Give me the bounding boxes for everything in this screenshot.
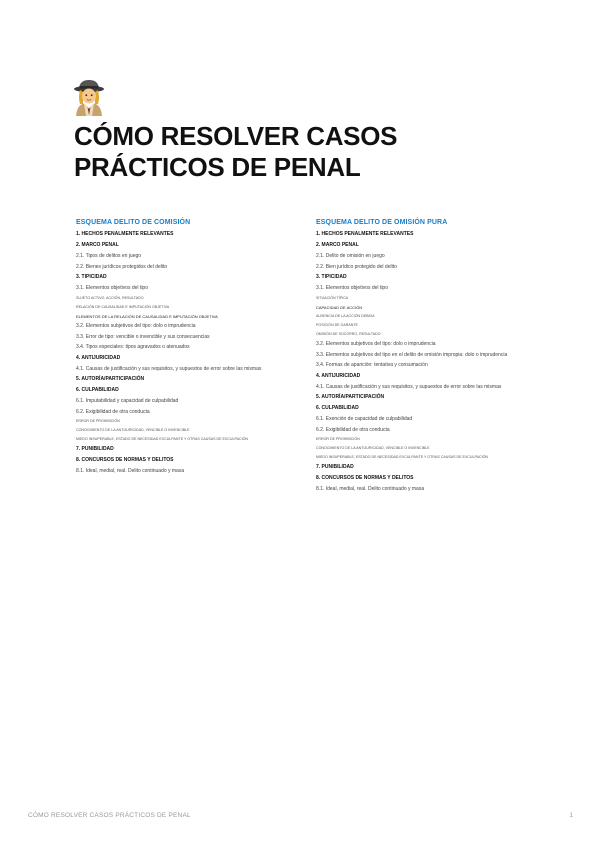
outline-sub-item: 3.2. Elementos subjetivos del tipo: dolo o imprudencia — [316, 341, 436, 347]
outline-sub-item: 3.2. Elementos subjetivos del tipo: dolo o imprudencia — [76, 323, 196, 329]
outline-note-item: RELACIÓN DE CAUSALIDAD E IMPUTACIÓN OBJETIVA — [76, 304, 170, 309]
outline-heading-item: 6. CULPABILIDAD — [76, 387, 119, 393]
outline-sub-item: 3.3. Error de tipo: vencible o invencible y sus consecuencias — [76, 333, 210, 340]
outline-sub-item: 3.1. Elementos objetivos del tipo — [76, 285, 148, 291]
outline-sub-item: 6.2. Exigibilidad de otra conducta — [76, 408, 150, 415]
outline-note-item: MIEDO INSUPERABLE, ESTADO DE NECESIDAD EXCULPANTE Y OTRAS CAUSAS DE EXCULPACIÓN — [316, 455, 489, 459]
outline-heading-item: 5. AUTORÍA/PARTICIPACIÓN — [316, 394, 385, 400]
outline-heading-item: 4. ANTIJURICIDAD — [76, 354, 121, 361]
outline-heading-item: 8. CONCURSOS DE NORMAS Y DELITOS — [316, 475, 414, 481]
outline-sub-item: 6.2. Exigibilidad de otra conducta — [316, 426, 390, 433]
outline-note-item: OMISIÓN DE SOCORRO, RESULTADO — [316, 332, 381, 336]
column-omision-pura — [316, 218, 562, 497]
outline-heading-item: 2. MARCO PENAL — [76, 242, 119, 248]
outline-heading-item: 1. HECHOS PENALMENTE RELEVANTES — [316, 231, 414, 237]
outline-note-item: POSICIÓN DE GARANTE — [316, 323, 358, 327]
outline-sub-item: 3.4. Formas de aparición: tentativa y consumación — [316, 362, 428, 368]
outline-note-item: SITUACIÓN TÍPICA — [316, 295, 349, 300]
outline-heading-item: 2. MARCO PENAL — [316, 242, 359, 248]
column-comision — [76, 218, 322, 479]
outline-sub-item: 2.2. Bien jurídico protegido del delito — [316, 263, 397, 270]
page-title — [74, 121, 534, 183]
outline-sub-item: 2.1. Delito de omisión en juego — [316, 253, 385, 259]
outline-sub-item: 6.1. Exención de capacidad de culpabilidad — [316, 416, 413, 422]
outline-sub-item: 3.4. Tipos especiales: tipos agravados o atenuados — [76, 344, 190, 350]
column-heading: ESQUEMA DELITO DE OMISIÓN PURA — [316, 219, 448, 226]
outline-sub-item: 6.1. Imputabilidad y capacidad de culpabilidad — [76, 398, 179, 404]
outline-heading-item: 5. AUTORÍA/PARTICIPACIÓN — [76, 376, 145, 382]
outline-heading-item: 3. TIPICIDAD — [76, 274, 107, 280]
outline-heading-item: 3. TIPICIDAD — [316, 274, 347, 280]
outline-sub-item: 3.3. Elementos subjetivos del tipo en el delito de omisión impropia: dolo o imprudencia — [316, 351, 508, 358]
title-line-2: PRÁCTICOS DE PENAL — [74, 152, 361, 182]
outline-heading-item: 1. HECHOS PENALMENTE RELEVANTES — [76, 231, 174, 237]
outline-heading-item: 8. CONCURSOS DE NORMAS Y DELITOS — [76, 457, 174, 463]
outline-note-item: ERROR DE PROHIBICIÓN — [316, 437, 360, 441]
outline-heading-item: 4. ANTIJURICIDAD — [316, 372, 361, 379]
outline-sub-item: 4.1. Causas de justificación y sus requisitos, y supuestos de error sobre las mismas — [316, 383, 502, 390]
outline-sub-item: 8.1. Ideal, medial, real. Delito continuado y masa — [316, 486, 425, 492]
title-line-1: CÓMO RESOLVER CASOS — [74, 121, 398, 151]
outline-note-item: ERROR DE PROHIBICIÓN — [76, 419, 120, 423]
outline-caps-item: CAPACIDAD DE ACCIÓN — [316, 304, 363, 310]
outline-sub-item: 3.1. Elementos objetivos del tipo — [316, 285, 388, 291]
outline-heading-item: 7. PUNIBILIDAD — [76, 446, 114, 452]
outline-caps-item: ELEMENTOS DE LA RELACIÓN DE CAUSALIDAD E IMPUTACIÓN OBJETIVA — [76, 313, 218, 319]
column-items — [316, 231, 562, 493]
outline-heading-item: 7. PUNIBILIDAD — [316, 464, 354, 470]
outline-sub-item: 4.1. Causas de justificación y sus requisitos, y supuestos de error sobre las mismas — [76, 365, 262, 372]
column-heading: ESQUEMA DELITO DE COMISIÓN — [76, 219, 191, 226]
outline-sub-item: 2.1. Tipos de delitos en juego — [76, 253, 142, 259]
outline-note-item: CONOCIMIENTO DE LA ANTIJURICIDAD, VENCIBLE O INVENCIBLE — [76, 428, 190, 432]
outline-sub-item: 2.2. Bienes jurídicos protegidos del delito — [76, 263, 168, 270]
outline-sub-item: 8.1. Ideal, medial, real. Delito continuado y masa — [76, 468, 185, 474]
outline-note-item: MIEDO INSUPERABLE, ESTADO DE NECESIDAD EXCULPANTE Y OTRAS CAUSAS DE EXCULPACIÓN — [76, 437, 249, 441]
outline-note-item: AUSENCIA DE LA ACCIÓN DEBIDA — [316, 314, 375, 318]
column-items — [76, 231, 322, 475]
outline-note-item: SUJETO ACTIVO, ACCIÓN, RESULTADO — [76, 295, 144, 300]
page-number: 1 — [569, 812, 573, 819]
outline-heading-item: 6. CULPABILIDAD — [316, 405, 359, 411]
detective-emoji-icon — [72, 78, 106, 116]
footer-title: CÓMO RESOLVER CASOS PRÁCTICOS DE PENAL — [28, 812, 191, 819]
outline-note-item: CONOCIMIENTO DE LA ANTIJURICIDAD, VENCIBLE O INVENCIBLE — [316, 446, 430, 450]
